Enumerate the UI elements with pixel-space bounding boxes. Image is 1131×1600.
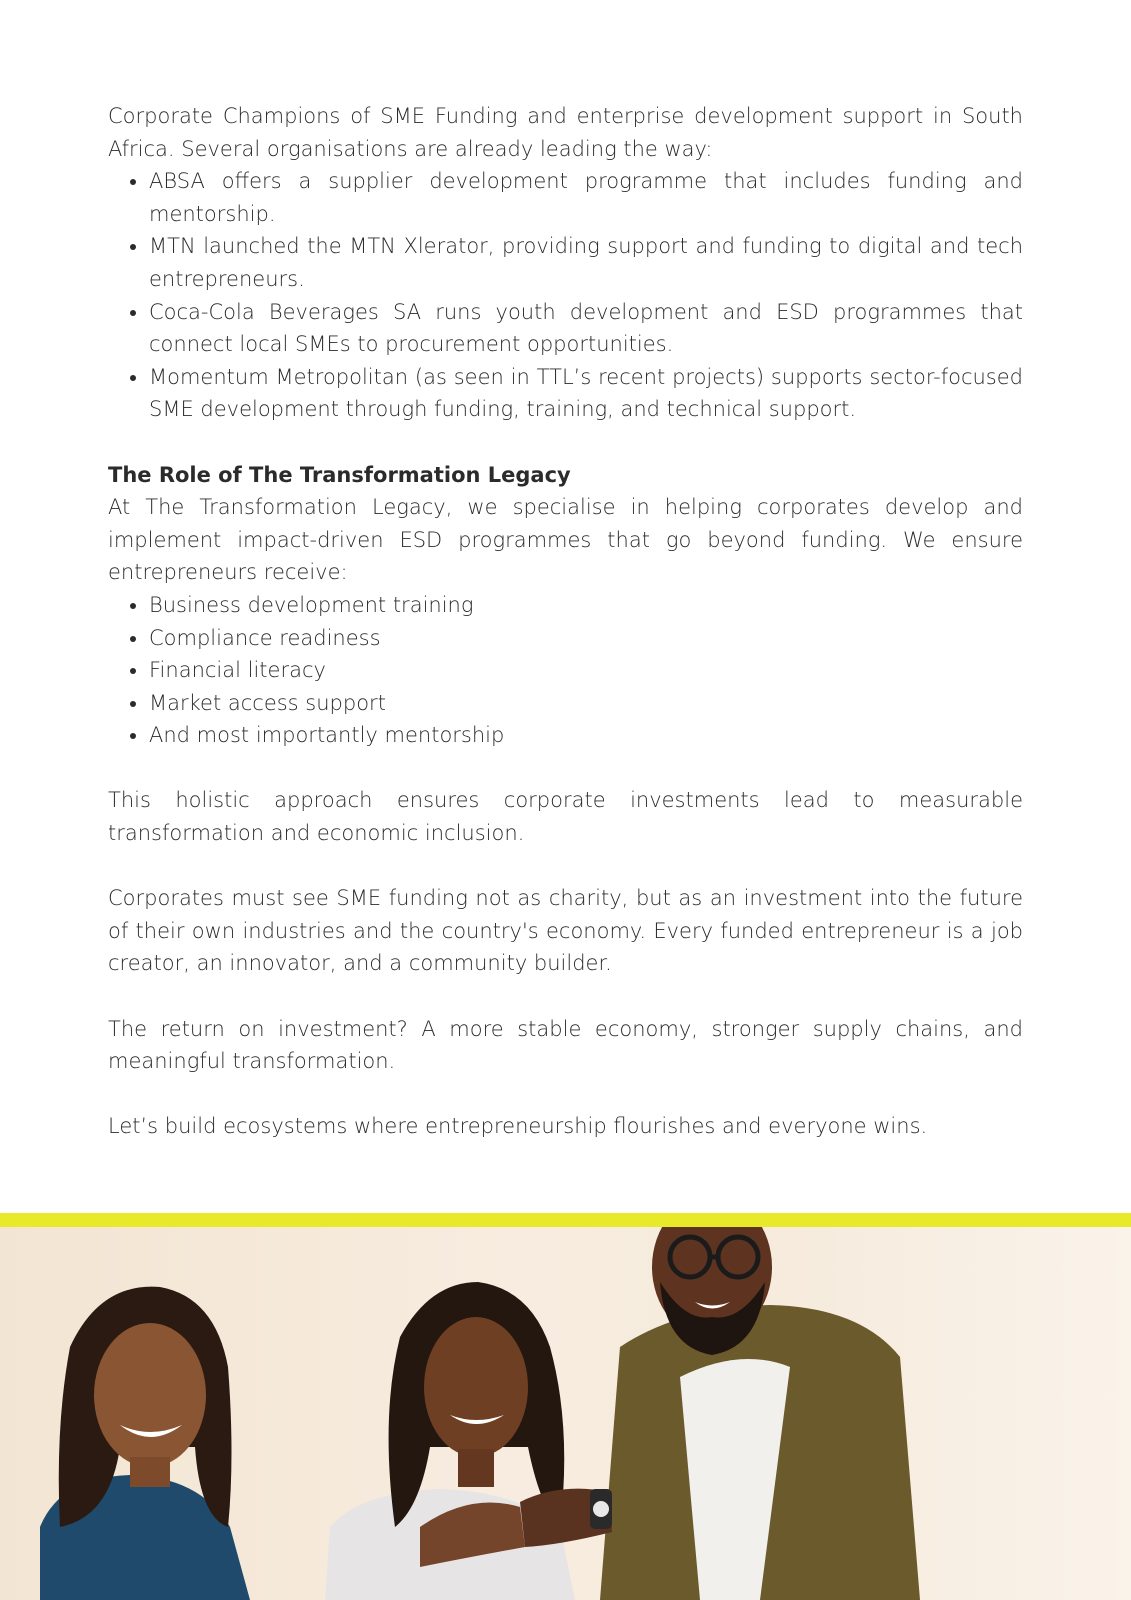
person-right-figure: [600, 1227, 920, 1600]
list-item: • Coca-Cola Beverages SA runs youth development and ESD programmes that connect local SMEs to procurement opportunities.: [149, 296, 1023, 361]
list-item: • Momentum Metropolitan (as seen in TTL’s recent projects) supports sector-focused SME development through funding, training, and technical support.: [149, 361, 1023, 426]
list-item: • Business development training: [149, 589, 1023, 622]
list-item: • ABSA offers a supplier development programme that includes funding and mentorship.: [149, 165, 1023, 230]
article-body: [108, 100, 1023, 1143]
holistic-paragraph: This holistic approach ensures corporate investments lead to measurable transformation and economic inclusion.: [108, 788, 1023, 846]
role-paragraph: At The Transformation Legacy, we specialise in helping corporates develop and implement impact-driven ESD programmes that go beyond funding. We ensure entrepreneurs receive:: [108, 495, 1023, 585]
closing-paragraph: Let’s build ecosystems where entrepreneurship flourishes and everyone wins.: [108, 1114, 928, 1139]
person-left-figure: [40, 1287, 250, 1600]
list-item: • MTN launched the MTN Xlerator, providing support and funding to digital and tech entrepreneurs.: [149, 230, 1023, 295]
services-list: [108, 589, 1023, 752]
team-photo: [0, 1227, 1131, 1600]
intro-paragraph: Corporate Champions of SME Funding and enterprise development support in South Africa. Several organisations are already leading the way:: [108, 104, 1023, 161]
list-item: • Market access support: [149, 687, 1023, 720]
return-paragraph: The return on investment? A more stable economy, stronger supply chains, and meaningful transformation.: [108, 1016, 1023, 1074]
list-item: • And most importantly mentorship: [149, 719, 1023, 752]
accent-divider: [0, 1213, 1131, 1227]
investment-paragraph: Corporates must see SME funding not as charity, but as an investment into the future of their own industries and the country's economy. Every funded entrepreneur is a job creator, an innovator, and a community builder.: [108, 886, 1023, 976]
list-item: • Compliance readiness: [149, 622, 1023, 655]
list-item: • Financial literacy: [149, 654, 1023, 687]
champions-list: [108, 165, 1023, 426]
section-heading: The Role of The Transformation Legacy: [108, 462, 571, 487]
